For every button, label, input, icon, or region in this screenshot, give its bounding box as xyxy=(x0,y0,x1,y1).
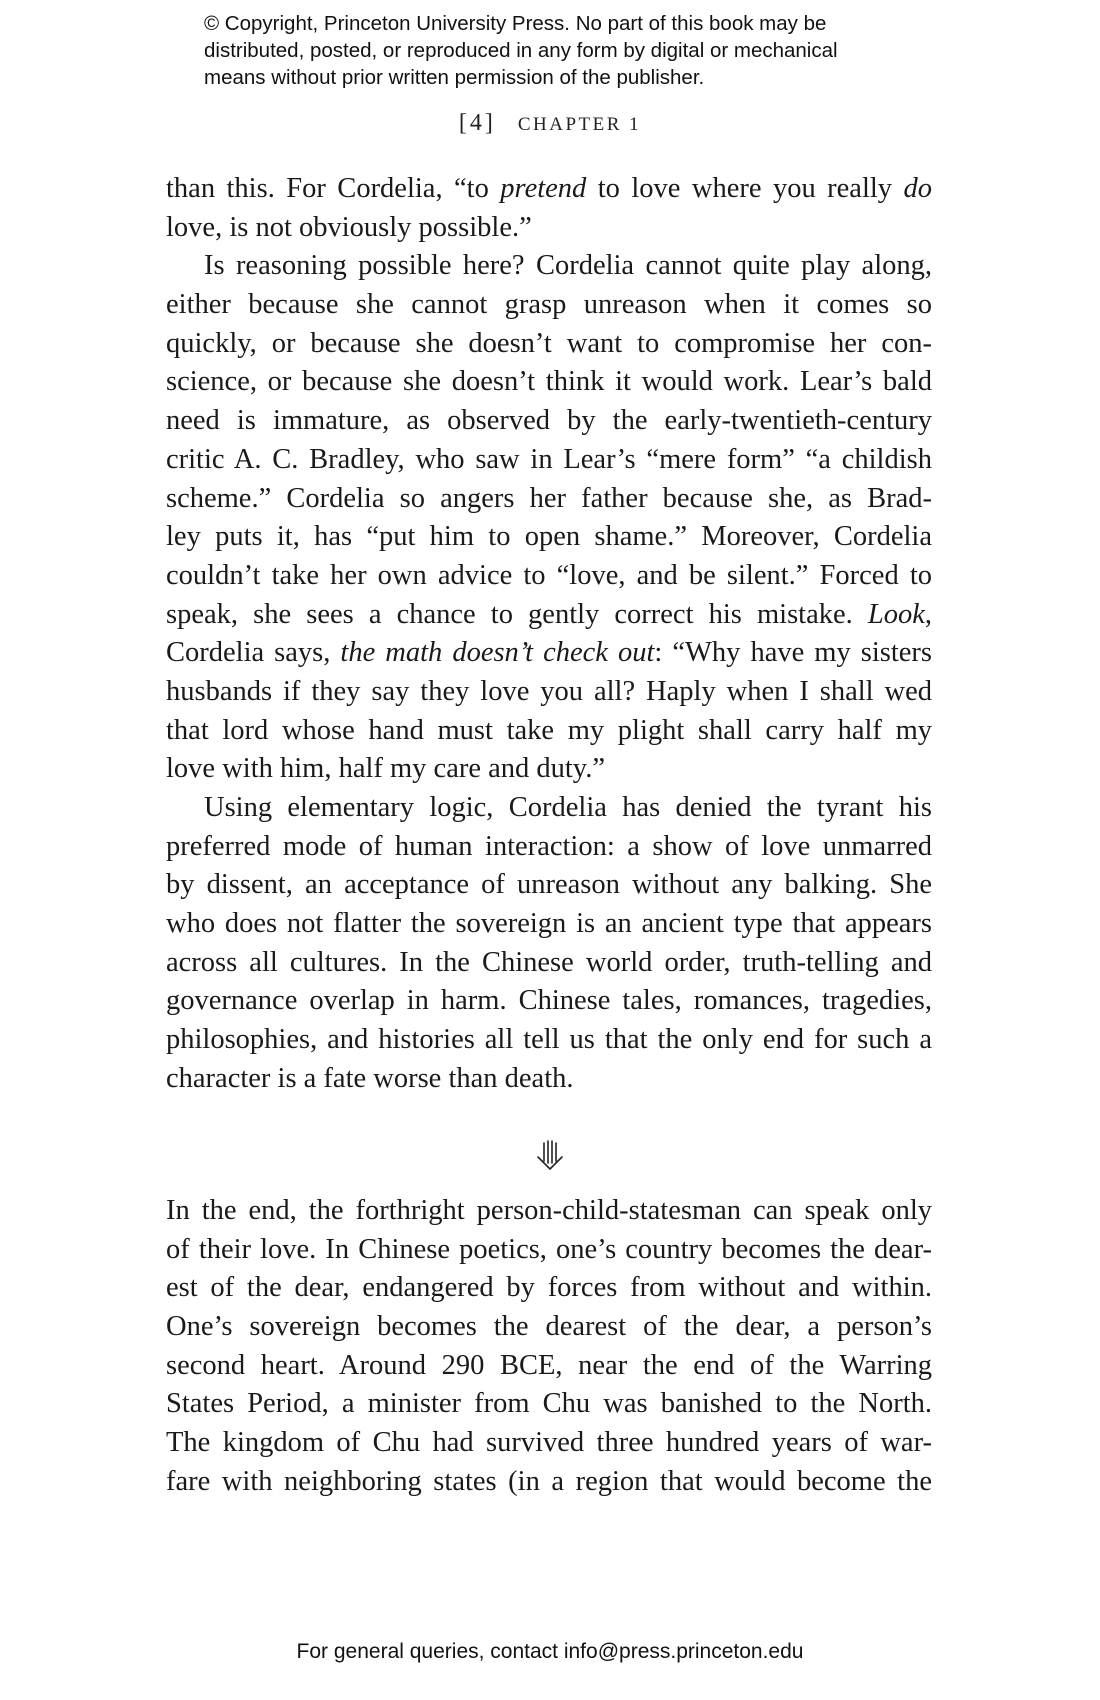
text-line: husbands if they say they love you all? Haply when I shall wed xyxy=(166,675,932,707)
copyright-line: means without prior written permission of the publisher. xyxy=(204,66,705,89)
italic-emphasis: Look xyxy=(867,598,925,630)
text-line: critic A. C. Bradley, who saw in Lear’s “mere form” “a childish xyxy=(166,443,932,475)
text-line: science, or because she doesn’t think it would work. Lear’s bald xyxy=(166,366,932,398)
copyright-notice xyxy=(204,10,964,91)
body-text-section-2 xyxy=(166,1192,932,1502)
section-break-ornament xyxy=(0,1140,1100,1172)
chapter-label: CHAPTER 1 xyxy=(517,114,642,135)
text-line: One’s sovereign becomes the dearest of the dear, a person’s xyxy=(166,1311,932,1343)
text-line: couldn’t take her own advice to “love, and be silent.” Forced to xyxy=(166,559,932,591)
copyright-line: distributed, posted, or reproduced in any form by digital or mechanical xyxy=(204,39,838,62)
text-line: fare with neighboring states (in a region that would become the xyxy=(166,1465,932,1497)
contact-footer: For general queries, contact info@press.princeton.edu xyxy=(296,1640,804,1663)
text-line: love with him, half my care and duty.” xyxy=(166,753,605,785)
text-line: States Period, a minister from Chu was banished to the North. xyxy=(166,1388,932,1420)
text-line: Is reasoning possible here? Cordelia cannot quite play along, xyxy=(204,250,932,282)
text-line: who does not flatter the sovereign is an ancient type that appears xyxy=(166,908,932,940)
text-line: The kingdom of Chu had survived three hundred years of war- xyxy=(166,1427,932,1459)
running-head xyxy=(0,110,1100,137)
text-line: philosophies, and histories all tell us that the only end for such a xyxy=(166,1024,932,1056)
text-line: love, is not obviously possible.” xyxy=(166,211,532,243)
text-line: need is immature, as observed by the early-twentieth-century xyxy=(166,405,932,437)
text-line: that lord whose hand must take my plight shall carry half my xyxy=(166,714,932,746)
italic-emphasis: do xyxy=(903,173,932,204)
section-break-icon xyxy=(535,1140,565,1172)
text-line: quickly, or because she doesn’t want to compromise her con- xyxy=(166,327,932,359)
italic-emphasis: the math doesn’t check out xyxy=(340,637,655,669)
italic-emphasis: pretend xyxy=(500,173,587,204)
text-line: by dissent, an acceptance of unreason without any balking. She xyxy=(166,869,932,901)
body-text-section-1 xyxy=(166,170,932,1099)
text-line: Using elementary logic, Cordelia has denied the tyrant his xyxy=(204,792,932,823)
text-line: ley puts it, has “put him to open shame.” Moreover, Cordelia xyxy=(166,521,932,553)
copyright-line: © Copyright, Princeton University Press. No part of this book may be xyxy=(204,12,827,35)
text-line: In the end, the forthright person-child-statesman can speak only xyxy=(166,1195,932,1226)
text-line: than this. For Cordelia, “to pretend to love where you really do xyxy=(166,173,932,204)
page-number: [4] xyxy=(458,110,496,136)
text-line: scheme.” Cordelia so angers her father because she, as Brad- xyxy=(166,482,932,514)
text-line: either because she cannot grasp unreason when it comes so xyxy=(166,289,932,321)
text-line: of their love. In Chinese poetics, one’s country becomes the dear- xyxy=(166,1233,932,1265)
text-line: governance overlap in harm. Chinese tales, romances, tragedies, xyxy=(166,985,932,1017)
text-line: preferred mode of human interaction: a show of love unmarred xyxy=(166,830,932,862)
text-line: Cordelia says, the math doesn’t check out: “Why have my sisters xyxy=(166,637,932,669)
text-line: across all cultures. In the Chinese world order, truth-telling and xyxy=(166,946,932,978)
text-line: est of the dear, endangered by forces from without and within. xyxy=(166,1272,932,1304)
text-line: second heart. Around 290 BCE, near the end of the Warring xyxy=(166,1349,932,1381)
text-line: speak, she sees a chance to gently correct his mistake. Look, xyxy=(166,598,932,630)
text-line: character is a fate worse than death. xyxy=(166,1062,574,1094)
